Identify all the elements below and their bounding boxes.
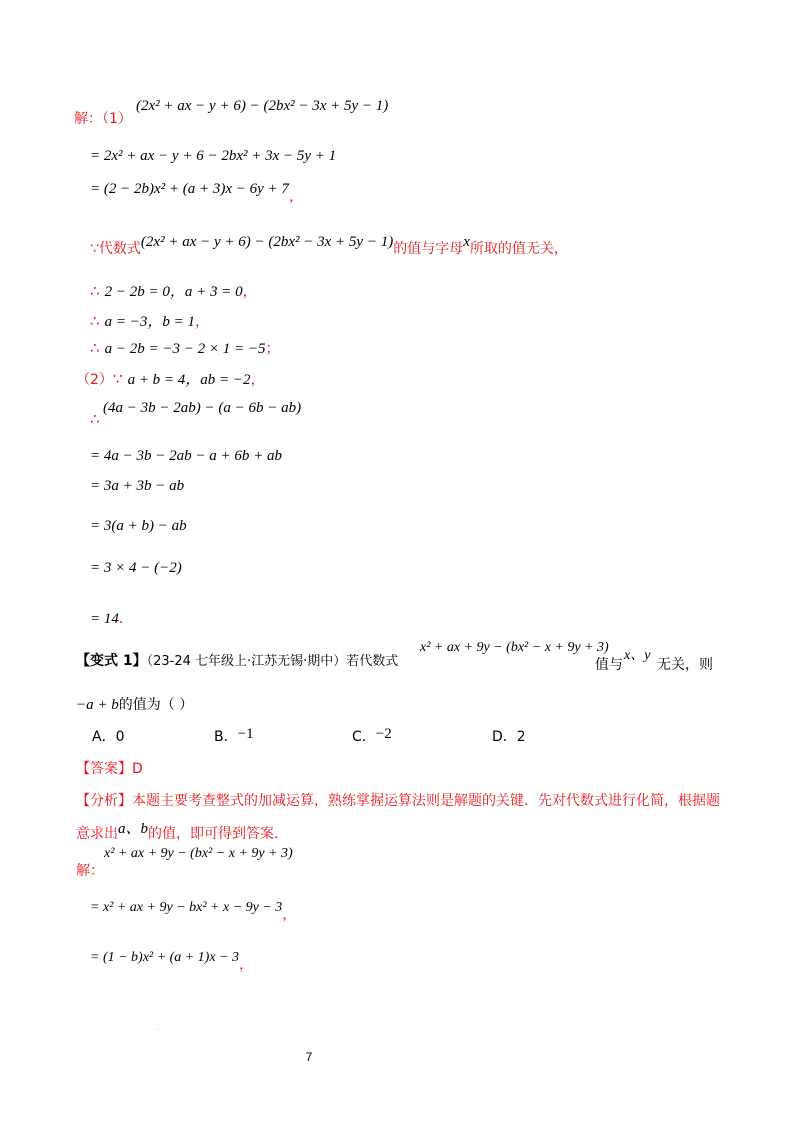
therefore-symbol: ∴ [90, 339, 100, 357]
option-d[interactable] [492, 726, 526, 746]
part-label: （2） [76, 372, 113, 388]
step-line [90, 946, 254, 973]
expression: −a + b [76, 697, 119, 713]
option-value: −1 [237, 726, 254, 742]
variant-tag: 【变式 1】 [76, 653, 147, 669]
punct: ， [282, 907, 297, 923]
page-number: 7 [305, 1050, 313, 1064]
punct: ， [288, 189, 303, 205]
analysis-text: 意求出 [76, 826, 118, 842]
therefore-symbol: ∴ [90, 282, 100, 300]
analysis-text: 本题主要考查整式的加减运算，熟练掌握运算法则是解题的关键．先对代数式进行化简，根据题 [132, 793, 720, 809]
because-suffix: 所取的值无关， [469, 241, 568, 257]
step: = 3 × 4 − (−2) [90, 560, 182, 576]
variant-source: （23-24 七年级上·江苏无锡·期中）若代数式 [146, 654, 399, 669]
answer-label: 【答案】 [76, 761, 132, 777]
answer-line [76, 758, 143, 778]
therefore-symbol: ∴ [90, 312, 100, 330]
expression: (2x² + ax − y + 6) − (2bx² − 3x + 5y − 1) [140, 234, 394, 250]
step-line [90, 178, 303, 205]
variant-tail: 无关，则 [657, 657, 713, 673]
because-prefix: ∵代数式 [90, 241, 141, 257]
because-mid: 的值与字母 [393, 241, 464, 257]
given-line [76, 368, 265, 389]
solution-label: 解： [76, 863, 104, 879]
equation: a = −3，b = 1 [104, 314, 196, 330]
step: = x² + ax + 9y − bx² + x − 9y − 3 [90, 900, 283, 915]
answer-value: D [132, 761, 143, 777]
step: = (2 − 2b)x² + (a + 3)x − 6y + 7 [90, 181, 289, 197]
step: = 2x² + ax − y + 6 − 2bx² + 3x − 5y + 1 [90, 148, 337, 164]
punct: ； [265, 341, 280, 357]
expression: x² + ax + 9y − (bx² − x + 9y + 3) [104, 846, 293, 861]
equation: 2 − 2b = 0，a + 3 = 0 [104, 284, 243, 300]
variables: x、y [624, 648, 651, 663]
equation: a + b = 4，ab = −2 [127, 372, 251, 388]
step: = 14 [90, 611, 119, 627]
option-label: A． [92, 729, 116, 745]
punct: ． [118, 611, 133, 627]
step: = (1 − b)x² + (a + 1)x − 3 [90, 950, 240, 965]
expression: x² + ax + 9y − (bx² − x + 9y + 3) [420, 640, 609, 655]
analysis-text: 的值，即可得到答案． [148, 826, 289, 842]
equation: a − 2b = −3 − 2 × 1 = −5 [104, 341, 266, 357]
question-line [76, 694, 193, 714]
speck: . [157, 1025, 159, 1032]
punct: ， [239, 957, 254, 973]
option-c[interactable] [352, 726, 392, 746]
step: = 3(a + b) − ab [90, 518, 187, 534]
therefore-line [90, 310, 209, 331]
option-value: 2 [516, 729, 526, 745]
punct: ， [195, 314, 210, 330]
variable: x [463, 234, 470, 250]
analysis-line [76, 790, 720, 810]
expression: (2x² + ax − y + 6) − (2bx² − 3x + 5y − 1) [136, 98, 389, 114]
speck: . [543, 78, 545, 85]
therefore-line [90, 280, 257, 301]
punct: ， [242, 284, 257, 300]
step: = 3a + 3b − ab [90, 478, 185, 494]
because-line [90, 234, 568, 258]
variables: a、b [118, 821, 149, 837]
option-label: C． [352, 729, 376, 745]
solution-label: 解：（1） [74, 111, 132, 127]
punct: ， [250, 372, 265, 388]
step-line [90, 608, 133, 628]
option-value: −2 [375, 726, 392, 742]
variant-question [76, 650, 398, 670]
because-symbol: ∵ [112, 370, 123, 388]
analysis-label: 【分析】 [76, 793, 132, 809]
option-label: B． [214, 729, 238, 745]
question-text: 的值为（ ） [118, 697, 194, 713]
step: = 4a − 3b − 2ab − a + 6b + ab [90, 448, 282, 464]
option-b[interactable] [214, 726, 254, 746]
expression: (4a − 3b − 2ab) − (a − 6b − ab) [103, 400, 302, 416]
variant-mid: 值与 [595, 657, 623, 673]
step-line [90, 896, 297, 923]
option-a[interactable] [92, 726, 125, 746]
analysis-line [76, 822, 288, 843]
therefore-symbol: ∴ [90, 410, 100, 428]
option-label: D． [492, 729, 517, 745]
therefore-line [90, 338, 280, 358]
option-value: 0 [115, 729, 125, 745]
